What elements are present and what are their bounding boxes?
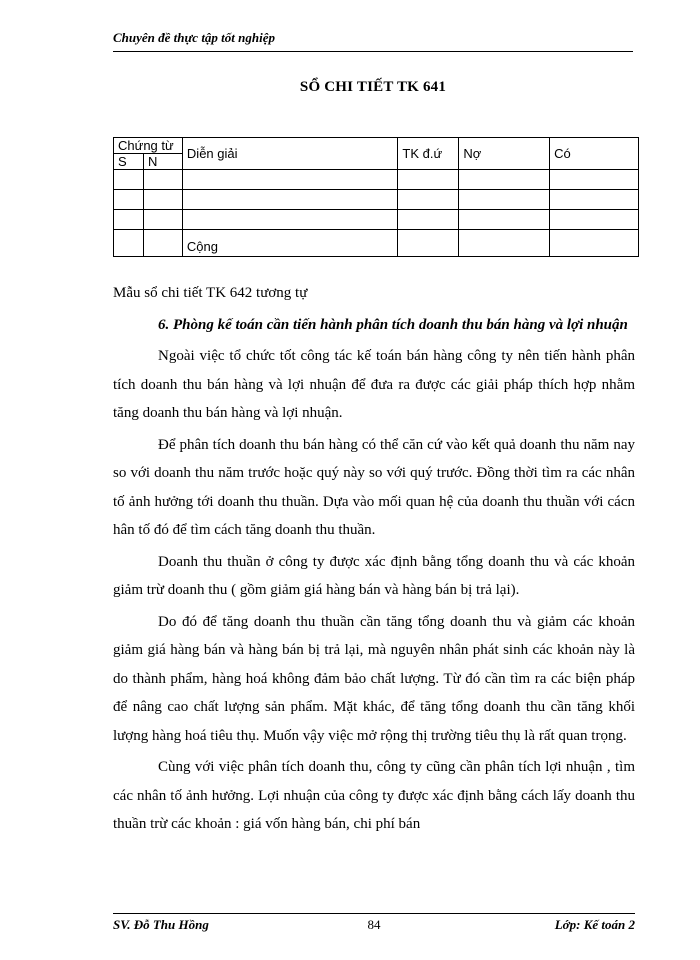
voucher-number-header: S xyxy=(114,154,144,170)
section-heading: 6. Phòng kế toán cần tiến hành phân tích doanh thu bán hàng và lợi nhuận xyxy=(158,316,628,333)
body-paragraph: Do đó để tăng doanh thu thuần cần tăng tổng doanh thu và giảm các khoản giảm giá hàng bán và hàng bán bị trả lại, mà nguyên nhân phát sinh các khoản này là do thành phẩm, hàng hoá không đảm bảo chất lượng. Từ đó cần tìm ra các biện pháp để nâng cao chất lượng sản phẩm. Mặt khác, để tăng tổng doanh thu cần tăng khối lượng hàng hoá tiêu thụ. Muốn vậy việc mở rộng thị trường tiêu thụ là rất quan trọng. xyxy=(113,613,635,744)
column-header-description: Diễn giải xyxy=(182,138,398,170)
column-header-credit: Có xyxy=(550,138,639,170)
table-row xyxy=(114,170,639,190)
footer-class: Lớp: Kế toán 2 xyxy=(554,917,635,932)
note-paragraph: Mẫu sổ chi tiết TK 642 tương tự xyxy=(113,285,308,301)
body-paragraph: Ngoài việc tổ chức tốt công tác kế toán bán hàng công ty nên tiến hành phân tích doanh thu bán hàng và lợi nhuận để đưa ra được các giải pháp thích hợp nhằm tăng doanh thu bán hàng và lợi nhuận. xyxy=(113,348,635,421)
document-body xyxy=(113,279,635,842)
table-row xyxy=(114,210,639,230)
body-paragraph: Cùng với việc phân tích doanh thu, công ty cũng cần phân tích lợi nhuận , tìm các nhân tố ảnh hưởng. Lợi nhuận của công ty được xác định bằng cách lấy doanh thu thuần trừ các khoản : giá vốn hàng bán, chi phí bán xyxy=(113,759,635,832)
footer-rule xyxy=(113,913,635,914)
body-paragraph: Để phân tích doanh thu bán hàng có thể căn cứ vào kết quả doanh thu năm nay so với doanh thu năm trước hoặc quý này so với quý trước. Đồng thời tìm ra các nhân tố ảnh hưởng tới doanh thu thuần. Dựa vào mối quan hệ của doanh thu thuần với cácn hân tố đó để tìm cách tăng doanh thu thuần. xyxy=(113,436,635,538)
voucher-header: Chứng từ xyxy=(114,138,183,154)
ledger-table xyxy=(113,137,639,257)
table-row xyxy=(114,190,639,210)
total-label: Cộng xyxy=(182,230,398,257)
page-number: 84 xyxy=(367,917,381,932)
column-header-debit: Nợ xyxy=(459,138,550,170)
table-total-row xyxy=(114,230,639,257)
column-header-contra-account: TK đ.ứ xyxy=(398,138,459,170)
footer-author: SV. Đỗ Thu Hồng xyxy=(113,917,209,932)
body-paragraph: Doanh thu thuần ở công ty được xác định bằng tổng doanh thu và các khoản giảm trừ doanh thu ( gồm giảm giá hàng bán và hàng bán bị trả lại). xyxy=(113,553,635,598)
document-title: SỔ CHI TIẾT TK 641 xyxy=(299,79,447,95)
table-header-row xyxy=(114,138,639,154)
voucher-date-header: N xyxy=(143,154,182,170)
document-header: Chuyên đề thực tập tốt nghiệp xyxy=(113,30,275,45)
header-rule xyxy=(113,51,633,52)
